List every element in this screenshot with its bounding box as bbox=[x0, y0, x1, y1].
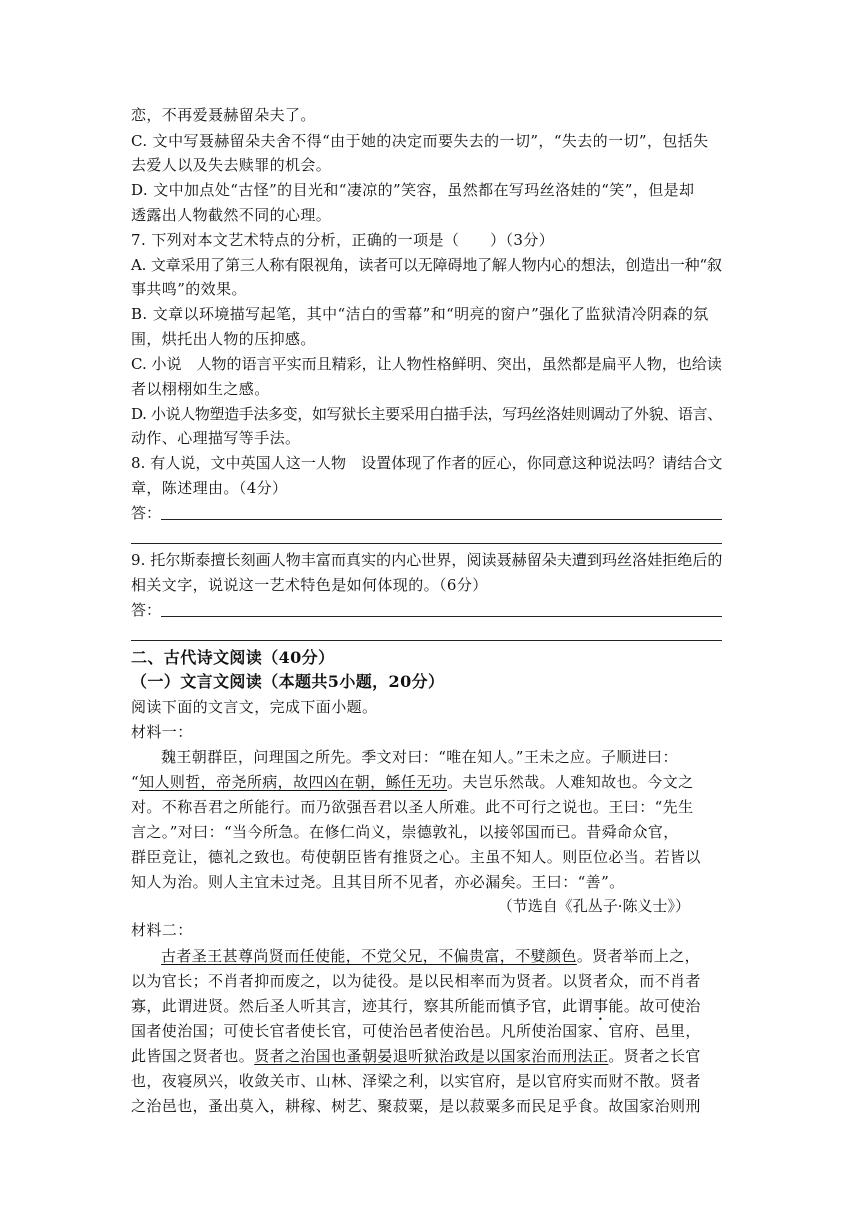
text-line: 恋，不再爱聂赫留朵夫了。 bbox=[131, 106, 316, 124]
question-7: 7. 下列对本文艺术特点的分析，正确的一项是（ ）（3分） bbox=[131, 231, 555, 249]
answer-line[interactable] bbox=[161, 519, 722, 520]
underlined-sentence: 古者圣王甚尊尚贤而任使能，不党父兄，不偏贵富，不嬖颜色 bbox=[161, 947, 577, 965]
text-line: 事共鸣”的效果。 bbox=[131, 280, 247, 298]
text-line: 相关文字，说说这一艺术特色是如何体现的。（6分） bbox=[131, 576, 488, 594]
question-9: 9. 托尔斯泰擅长刻画人物丰富而真实的内心世界，阅读聂赫留朵夫遭到玛丝洛娃拒绝后的 bbox=[131, 551, 723, 569]
text-line: 动作、心理描写等手法。 bbox=[131, 429, 301, 447]
passage-line bbox=[131, 996, 701, 1024]
option-c-line: C. 小说 人物的语言平实而且精彩，让人物性格鲜明、突出，虽然都是扁平人物，也给读 bbox=[131, 355, 722, 373]
text-line: 去爱人以及失去赎罪的机会。 bbox=[131, 156, 332, 174]
dotted-word: 事 bbox=[593, 997, 609, 1015]
passage-line bbox=[161, 946, 700, 966]
passage-text: 此皆国之贤者也。 bbox=[131, 1047, 255, 1065]
passage-line: 言之。”对曰：“当今所急。在修仁尚义，崇德敦礼，以接邻国而已。昔舜命众官， bbox=[131, 823, 679, 841]
passage-line: 国者使治国；可使长官者使长官，可使治邑者使治邑。凡所使治国家、官府、邑里， bbox=[131, 1022, 701, 1040]
passage-text: 。夫岂乐然哉。人难知故也。今文之 bbox=[447, 773, 694, 791]
passage-line: 魏王朝群臣，问理国之所先。季文对曰：“唯在知人。”王未之应。子顺进曰： bbox=[161, 748, 678, 766]
text-line: 章，陈述理由。（4分） bbox=[131, 479, 288, 497]
passage-line: 以为官长；不肖者抑而废之，以为徒役。是以民相率而为贤者。以贤者众，而不肖者 bbox=[131, 972, 701, 990]
question-8: 8. 有人说，文中英国人这一人物 设置体现了作者的匠心，你同意这种说法吗？请结合文 bbox=[131, 454, 723, 472]
instruction: 阅读下面的文言文，完成下面小题。 bbox=[131, 698, 378, 716]
passage-text: 能。故可使治 bbox=[608, 997, 701, 1015]
passage-line: 之治邑也，蚤出莫入，耕稼、树艺、聚菽粟，是以菽粟多而民足乎食。故国家治则刑 bbox=[131, 1097, 701, 1115]
underlined-sentence: 贤者之治国也蚤朝晏退听狱治政是以国家治而刑法正 bbox=[254, 1047, 609, 1065]
passage-line: 群臣竞让，德礼之致也。苟使朝臣皆有推贤之心。主虽不知人。则臣位必当。若皆以 bbox=[131, 848, 701, 866]
answer-line[interactable] bbox=[161, 616, 722, 617]
passage-line: 对。不称吾君之所能行。而乃欲强吾君以圣人所难。此不可行之说也。王曰：“先生 bbox=[131, 798, 694, 816]
passage-line: 知人为治。则人主宜未过尧。且其目所不见者，亦必漏矣。王曰：“善”。 bbox=[131, 873, 625, 891]
option-c-line: C. 文中写聂赫留朵夫舍不得“由于她的决定而要失去的一切”，“失去的一切”，包括失 bbox=[131, 132, 709, 150]
text-line: 透露出人物截然不同的心理。 bbox=[131, 206, 332, 224]
text-line: 围，烘托出人物的压抑感。 bbox=[131, 330, 316, 348]
underlined-sentence: 知人则哲，帝尧所病，故四凶在朝，鲧任无功 bbox=[139, 773, 448, 791]
answer-line[interactable] bbox=[131, 543, 722, 544]
passage-text: 寡，此谓进贤。然后圣人听其言，迹其行，察其所能而慎予官，此谓 bbox=[131, 997, 594, 1015]
subsection-heading: （一）文言文阅读（本题共5小题，20分） bbox=[131, 672, 445, 691]
answer-label: 答： bbox=[131, 601, 162, 619]
text-line: 者以栩栩如生之感。 bbox=[131, 380, 270, 398]
answer-label: 答： bbox=[131, 504, 162, 522]
section-heading: 二、古代诗文阅读（40分） bbox=[131, 648, 335, 667]
passage-line: 也，夜寝夙兴，收敛关市、山林、泽梁之利，以实官府，是以官府实而财不散。贤者 bbox=[131, 1072, 701, 1090]
passage-line bbox=[131, 1046, 701, 1066]
source-citation: （节选自《孔丛子·陈义士》） bbox=[497, 897, 690, 915]
material-label: 材料一： bbox=[131, 723, 193, 741]
passage-text: 。贤者举而上之， bbox=[576, 947, 701, 965]
option-d-line: D. 小说人物塑造手法多变，如写狱长主要采用白描手法，写玛丝洛娃则调动了外貌、语言、 bbox=[131, 405, 722, 423]
option-a-line: A. 文章采用了第三人称有限视角，读者可以无障碍地了解人物内心的想法，创造出一种“叙 bbox=[131, 256, 722, 274]
option-d-line: D. 文中加点处“古怪”的目光和“凄凉的”笑容，虽然都在写玛丝洛娃的“笑”，但是却 bbox=[131, 181, 695, 199]
passage-text: 。贤者之长官 bbox=[608, 1047, 701, 1065]
material-label: 材料二： bbox=[131, 921, 193, 939]
option-b-line: B. 文章以环境描写起笔，其中“洁白的雪幕”和“明亮的窗户”强化了监狱清冷阴森的氛 bbox=[131, 305, 709, 323]
passage-line: “知人则哲，帝尧所病，故四凶在朝，鲧任无功。夫岂乐然哉。人难知故也。今文之 bbox=[131, 773, 694, 791]
answer-line[interactable] bbox=[131, 640, 722, 641]
